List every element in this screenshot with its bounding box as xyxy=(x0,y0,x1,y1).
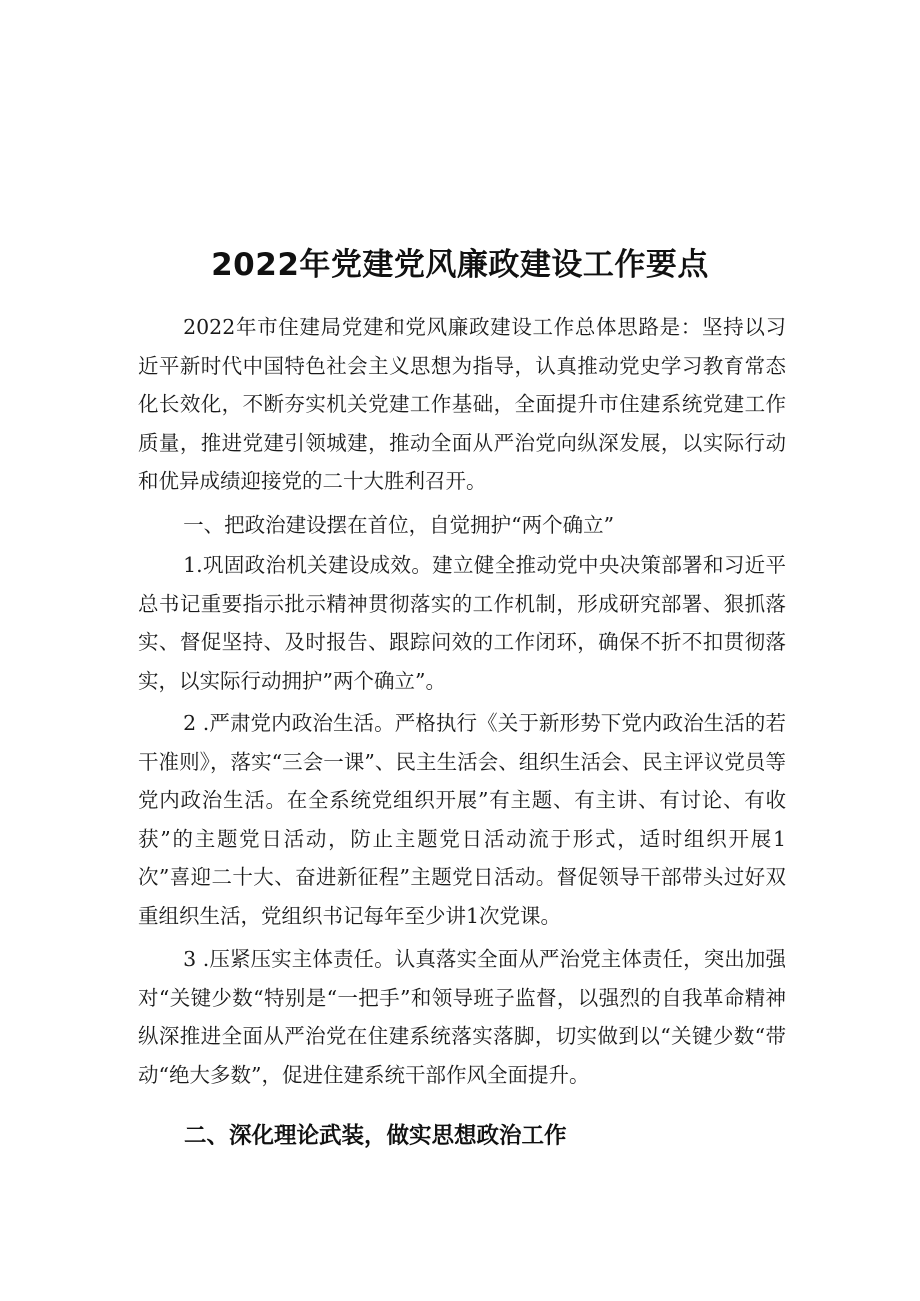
document-title: 2022年党建党风廉政建设工作要点 xyxy=(211,246,709,283)
intro-paragraph: 2022年市住建局党建和党风廉政建设工作总体思路是：坚持以习近平新时代中国特色社会主义思想为指导，认真推动党史学习教育常态化长效化，不断夯实机关党建工作基础，全面提升市住建系统党建工作质量，推进党建引领城建，推动全面从严治党向纵深发展，以实际行动和优异成绩迎接党的二十大胜利召开。 xyxy=(138,315,786,493)
section-1-heading: 一、把政治建设摆在首位，自觉拥护“两个确立” xyxy=(183,513,615,537)
item-2-paragraph: 2 .严肃党内政治生活。严格执行《关于新形势下党内政治生活的若干准则》，落实“三会一课”、民主生活会、组织生活会、民主评议党员等党内政治生活。在全系统党组织开展”有主题、有主讲、有讨论、有收获”的主题党日活动，防止主题党日活动流于形式，适时组织开展1次”喜迎二十大、奋进新征程”主题党日活动。督促领导干部带头过好双重组织生活，党组织书记每年至少讲1次党课。 xyxy=(138,711,786,928)
section-2-heading: 二、深化理论武装，做实思想政治工作 xyxy=(184,1123,567,1149)
item-1-paragraph: 1.巩固政治机关建设成效。建立健全推动党中央决策部署和习近平总书记重要指示批示精神贯彻落实的工作机制，形成研究部署、狠抓落实、督促坚持、及时报告、跟踪问效的工作闭环，确保不折不扣贯彻落实，以实际行动拥护”两个确立”。 xyxy=(138,553,786,693)
item-3-paragraph: 3 .压紧压实主体责任。认真落实全面从严治党主体责任，突出加强对“关键少数“特别是“一把手”和领导班子监督，以强烈的自我革命精神纵深推进全面从严治党在住建系统落实落脚，切实做到以“关键少数“带动“绝大多数”，促进住建系统干部作风全面提升。 xyxy=(138,947,786,1087)
